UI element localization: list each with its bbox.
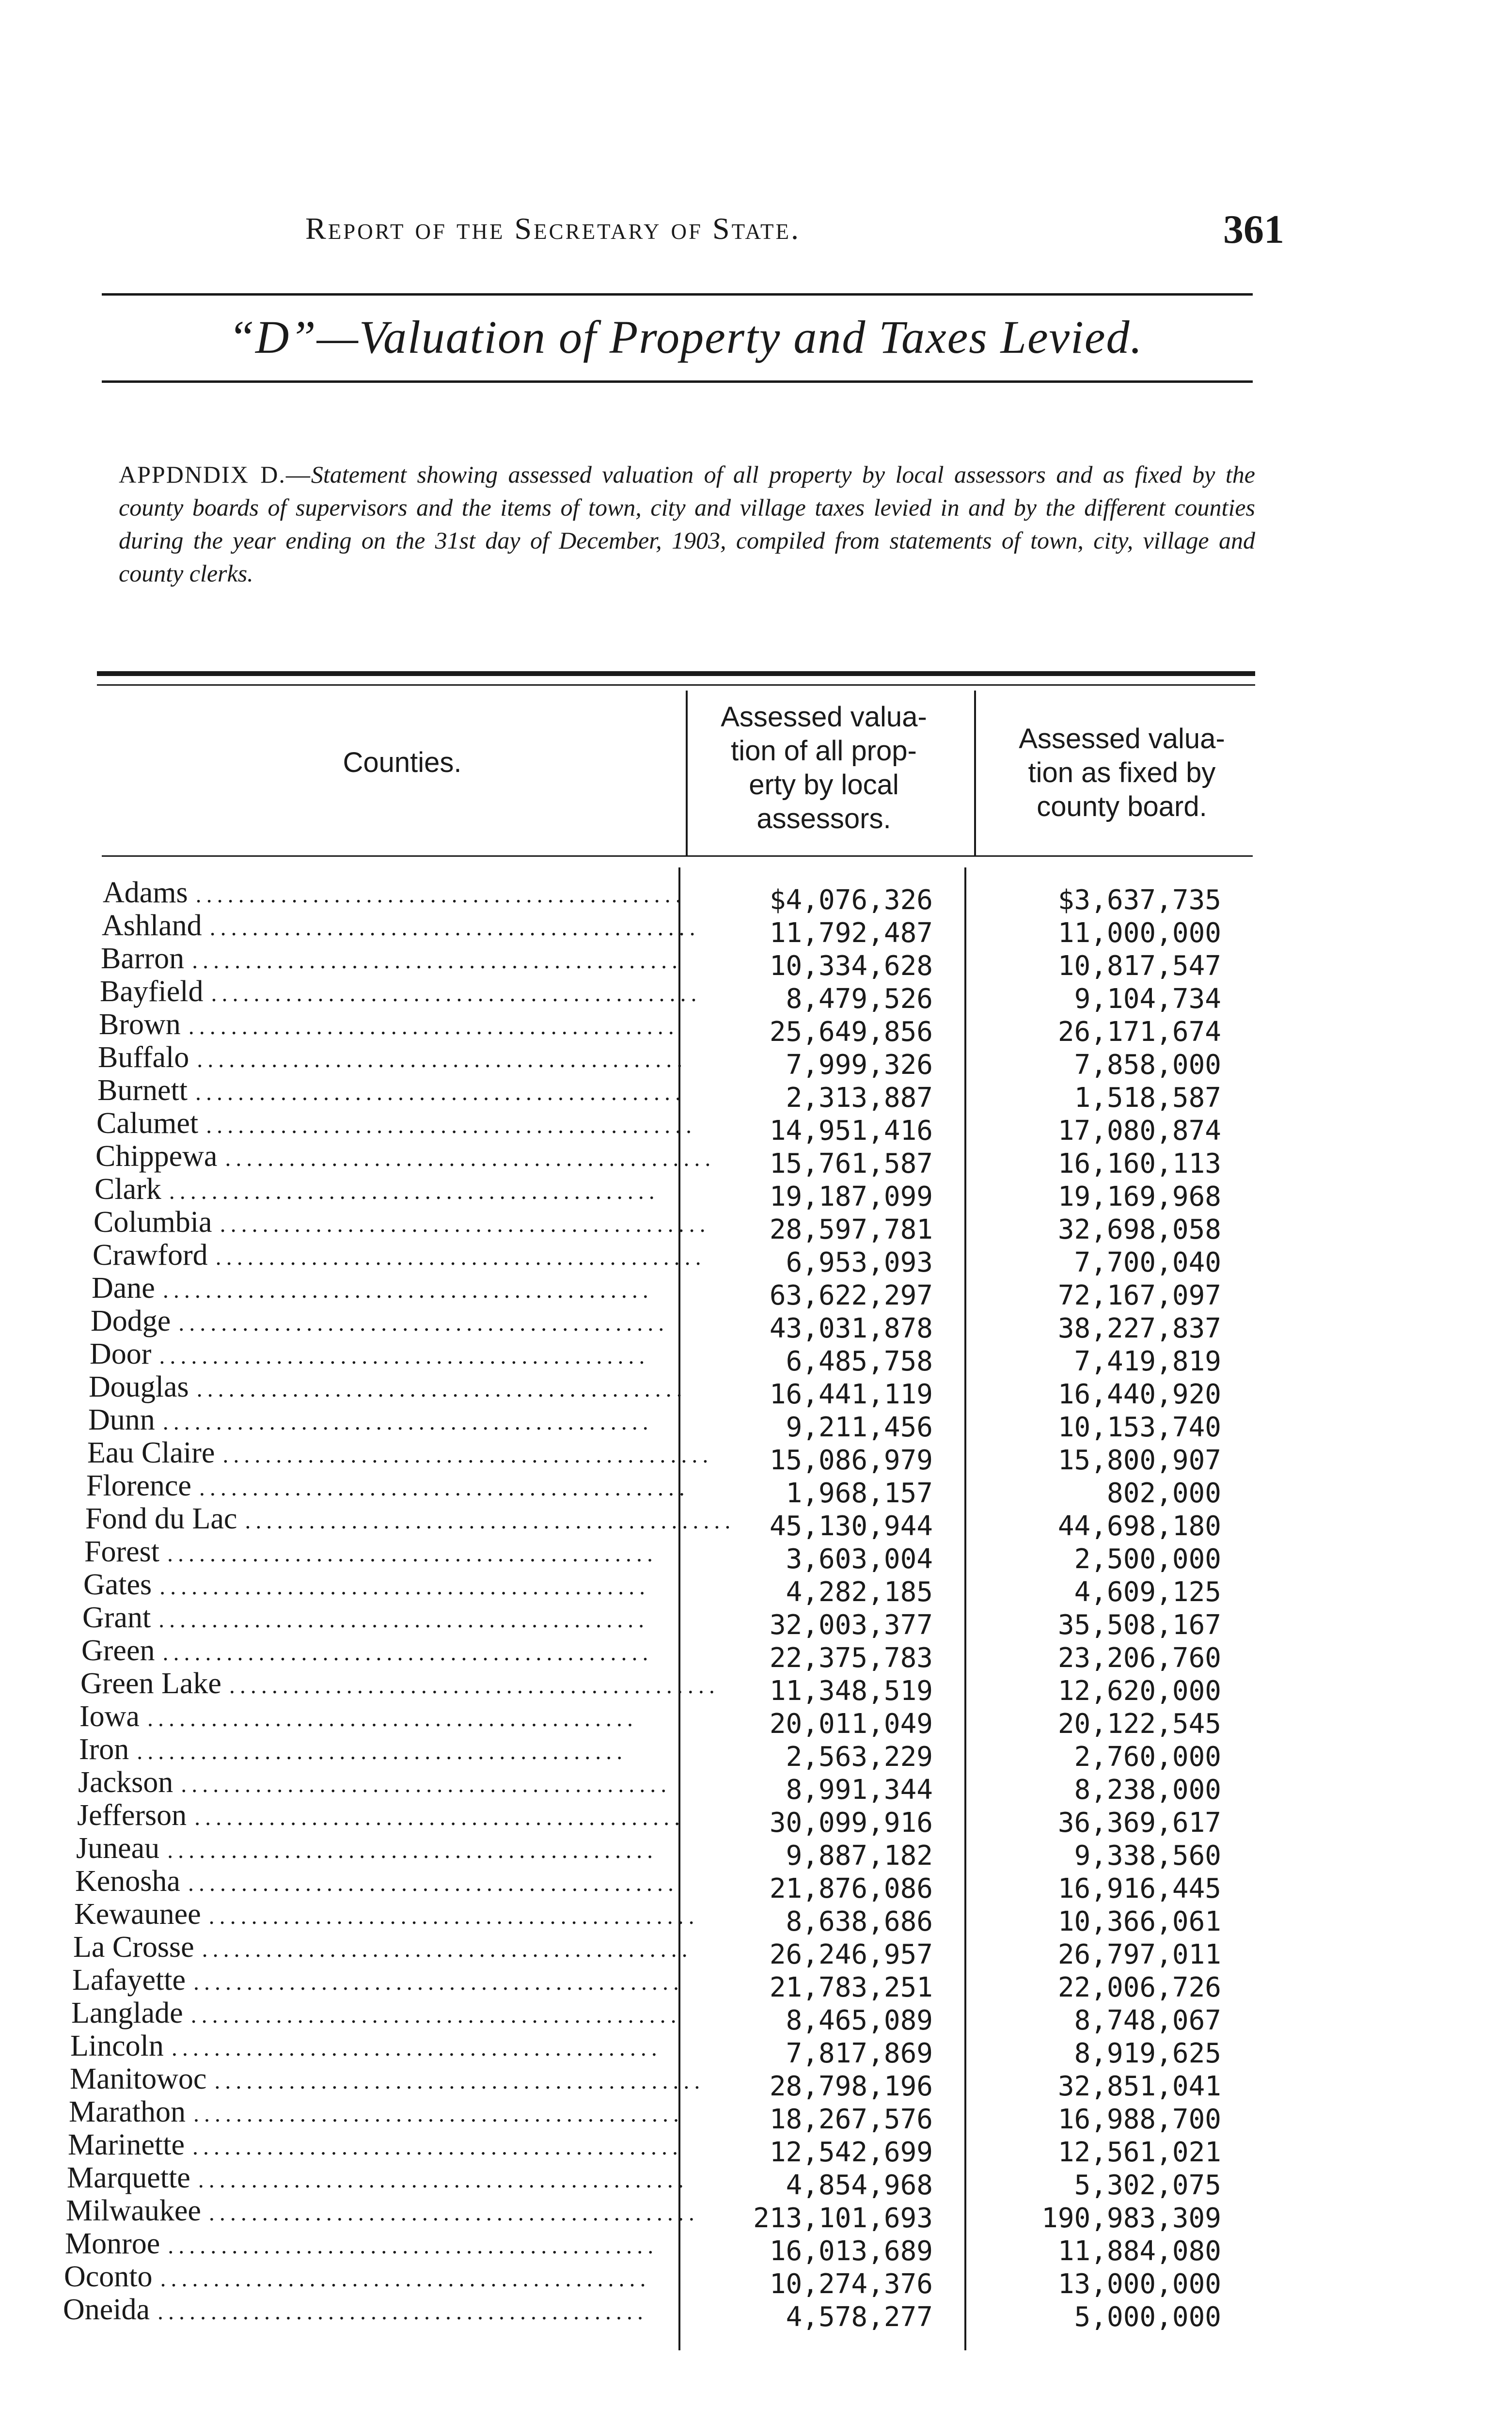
dot-leader: .............................................. [167, 1541, 658, 1567]
county-cell [82, 1601, 670, 1636]
assessed-by-assessors-cell: 15,086,979 [769, 1445, 933, 1476]
dot-leader: .............................................. [162, 1640, 653, 1666]
dot-leader: .............................................. [158, 2299, 648, 2325]
dot-leader: .............................................. [190, 2002, 681, 2028]
county-name: Juneau [76, 1832, 160, 1865]
table-row [0, 2030, 1512, 2069]
county-cell [102, 909, 700, 944]
assessed-by-assessors-cell: 43,031,878 [769, 1313, 933, 1344]
table-row [0, 1074, 1512, 1114]
county-name: Iowa [79, 1700, 140, 1733]
table-row [0, 1634, 1512, 1674]
assessed-by-assessors-cell: 12,542,699 [769, 2137, 933, 2168]
county-name: Jefferson [77, 1799, 187, 1832]
table-row [0, 2293, 1512, 2333]
fixed-by-county-board-cell: 802,000 [1106, 1478, 1221, 1509]
fixed-by-county-board-cell: 11,884,080 [1057, 2235, 1221, 2267]
county-cell [100, 975, 702, 1010]
assessed-by-assessors-cell: 7,817,869 [786, 2038, 933, 2069]
table-row [0, 876, 1512, 916]
table-row [0, 1601, 1512, 1641]
county-cell [94, 1206, 710, 1241]
assessed-by-assessors-cell: 2,313,887 [786, 1082, 933, 1114]
fixed-by-county-board-cell: 10,817,547 [1057, 950, 1221, 982]
county-cell [92, 1272, 673, 1307]
county-cell [101, 942, 683, 977]
table-row [0, 2194, 1512, 2234]
assessed-by-assessors-cell: 28,597,781 [769, 1214, 933, 1245]
table-row [0, 1370, 1512, 1410]
table-row [0, 1799, 1512, 1839]
table-row [0, 1535, 1512, 1575]
county-name: Jackson [78, 1766, 173, 1799]
county-name: Florence [86, 1469, 191, 1502]
county-name: Green Lake [80, 1667, 221, 1700]
assessed-by-assessors-cell: 8,638,686 [786, 1906, 933, 1937]
header-divider [974, 691, 976, 855]
assessed-by-assessors-cell: 18,267,576 [769, 2104, 933, 2135]
assessed-by-assessors-cell: 6,953,093 [786, 1247, 933, 1278]
county-name: Oneida [63, 2293, 150, 2326]
table-row [0, 1700, 1512, 1740]
table-row [0, 1733, 1512, 1773]
county-name: Milwaukee [66, 2194, 201, 2227]
dot-leader: .............................................. [196, 1376, 687, 1402]
assessed-by-assessors-cell: 30,099,916 [769, 1807, 933, 1839]
table-row [0, 1008, 1512, 1048]
assessed-by-assessors-cell: 14,951,416 [769, 1115, 933, 1147]
column-header-fixed-line: tion as fixed by [1028, 757, 1216, 788]
assessed-by-assessors-cell: 21,783,251 [769, 1972, 933, 2003]
assessed-by-assessors-cell: 19,187,099 [769, 1181, 933, 1212]
county-name: Brown [99, 1008, 181, 1041]
county-name: Iron [79, 1733, 129, 1766]
assessed-by-assessors-cell: 4,282,185 [786, 1576, 933, 1608]
county-cell [87, 1436, 713, 1472]
fixed-by-county-board-cell: 19,169,968 [1057, 1181, 1221, 1212]
fixed-by-county-board-cell: 32,698,058 [1057, 1214, 1221, 1245]
dot-leader: .............................................. [225, 1146, 716, 1171]
table-top-rule [97, 671, 1255, 676]
section-title: “D”—Valuation of Property and Taxes Levied. [228, 311, 1143, 363]
running-head: Report of the Secretary of State. [305, 211, 801, 246]
table-row [0, 1107, 1512, 1147]
header-divider [686, 691, 688, 855]
fixed-by-county-board-cell: 22,006,726 [1057, 1972, 1221, 2003]
dot-leader: .............................................. [158, 1607, 649, 1633]
appendix-statement: Statement showing assessed valuation of all property by local assessors and as fixed by the county boards of supervisors and the items of town, city and village taxes levied in and by the different counties during the year ending on the 31st day of December, 1903, compiled from statements of town, city, village and county clerks. [119, 461, 1255, 587]
table-row [0, 1964, 1512, 2003]
fixed-by-county-board-cell: 16,916,445 [1057, 1873, 1221, 1904]
county-cell [76, 1832, 668, 1867]
county-cell [64, 2260, 664, 2296]
dot-leader: .............................................. [199, 1475, 690, 1501]
fixed-by-county-board-cell: 5,000,000 [1074, 2301, 1221, 2333]
dot-leader: .............................................. [245, 1508, 736, 1534]
column-header-assessed-line: assessors. [756, 803, 891, 834]
appendix-intro [119, 458, 1255, 590]
assessed-by-assessors-cell: 20,011,049 [769, 1708, 933, 1740]
county-name: Kenosha [75, 1865, 180, 1898]
column-header-assessed-line: Assessed valua- [721, 701, 927, 733]
assessed-by-assessors-cell: 63,622,297 [769, 1280, 933, 1311]
dot-leader: .............................................. [202, 1936, 693, 1962]
county-cell [86, 1469, 690, 1505]
table-row [0, 1865, 1512, 1904]
dot-leader: .............................................. [147, 1706, 638, 1731]
fixed-by-county-board-cell: 12,620,000 [1057, 1675, 1221, 1707]
table-row [0, 1206, 1512, 1245]
dot-leader: .............................................. [222, 1442, 713, 1468]
table-row [0, 2128, 1512, 2168]
dot-leader: .............................................. [208, 1904, 699, 1929]
county-name: Monroe [65, 2227, 160, 2260]
county-name: Calumet [96, 1107, 199, 1140]
county-cell [81, 1634, 669, 1669]
county-cell [72, 1964, 684, 1999]
county-name: Buffalo [98, 1041, 189, 1074]
assessed-by-assessors-cell: 9,887,182 [786, 1840, 933, 1872]
dot-leader: .............................................. [198, 2167, 689, 2193]
county-cell [79, 1733, 668, 1768]
county-name: Marquette [67, 2161, 190, 2194]
county-cell [96, 1107, 697, 1142]
dot-leader: .............................................. [195, 882, 686, 908]
fixed-by-county-board-cell: 7,419,819 [1074, 1346, 1221, 1377]
fixed-by-county-board-cell: 8,919,625 [1074, 2038, 1221, 2069]
assessed-by-assessors-cell: 213,101,693 [753, 2203, 933, 2234]
assessed-by-assessors-cell: 8,991,344 [786, 1774, 933, 1806]
valuation-table-body [0, 876, 1512, 2333]
column-header-assessed-line: tion of all prop- [731, 735, 917, 767]
county-name: Barron [101, 942, 185, 975]
county-cell [94, 1173, 674, 1208]
table-row [0, 2227, 1512, 2267]
table-row [0, 942, 1512, 982]
fixed-by-county-board-cell: 72,167,097 [1057, 1280, 1221, 1311]
dot-leader: .............................................. [193, 1969, 684, 1995]
table-row [0, 1667, 1512, 1707]
table-top-rule-thin [97, 684, 1255, 686]
dot-leader: .............................................. [169, 1179, 660, 1204]
fixed-by-county-board-cell: 8,238,000 [1074, 1774, 1221, 1806]
table-row [0, 1173, 1512, 1212]
county-cell [89, 1370, 687, 1406]
assessed-by-assessors-cell: 8,479,526 [786, 983, 933, 1015]
fixed-by-county-board-cell: 2,500,000 [1074, 1543, 1221, 1575]
table-row [0, 1041, 1512, 1081]
county-cell [88, 1403, 671, 1439]
county-name: Eau Claire [87, 1436, 215, 1469]
column-header-assessed [693, 700, 955, 836]
assessed-by-assessors-cell: 16,013,689 [769, 2235, 933, 2267]
fixed-by-county-board-cell: 17,080,874 [1057, 1115, 1221, 1147]
dot-leader: .............................................. [208, 2200, 699, 2226]
table-row [0, 2260, 1512, 2300]
dot-leader: .............................................. [188, 1871, 678, 1896]
fixed-by-county-board-cell: 44,698,180 [1057, 1510, 1221, 1542]
county-name: Gates [83, 1568, 152, 1601]
county-name: Lafayette [72, 1964, 186, 1997]
county-cell [95, 1140, 716, 1175]
dot-leader: .............................................. [192, 948, 683, 974]
column-header-fixed [984, 722, 1260, 824]
column-header-assessed-line: erty by local [749, 769, 899, 801]
county-name: Bayfield [100, 975, 204, 1008]
dot-leader: .............................................. [160, 2266, 651, 2292]
dot-leader: .............................................. [229, 1673, 720, 1699]
county-cell [99, 1008, 679, 1043]
fixed-by-county-board-cell: 10,153,740 [1057, 1412, 1221, 1443]
column-header-counties: Counties. [343, 747, 462, 778]
column-header-fixed-line: county board. [1037, 791, 1207, 822]
county-cell [93, 1239, 706, 1274]
county-name: Manitowoc [70, 2062, 207, 2095]
table-row [0, 1931, 1512, 1970]
county-cell [97, 1074, 686, 1109]
assessed-by-assessors-cell: 45,130,944 [769, 1510, 933, 1542]
county-name: Fond du Lac [85, 1502, 237, 1535]
dot-leader: .............................................. [214, 2068, 705, 2094]
assessed-by-assessors-cell: 8,465,089 [786, 2005, 933, 2036]
county-cell [85, 1502, 736, 1538]
county-cell [68, 2128, 683, 2164]
county-name: Oconto [64, 2260, 153, 2293]
assessed-by-assessors-cell: 6,485,758 [786, 1346, 933, 1377]
assessed-by-assessors-cell: 2,563,229 [786, 1741, 933, 1773]
county-cell [80, 1667, 720, 1702]
county-name: Chippewa [95, 1140, 218, 1173]
county-name: Douglas [89, 1370, 189, 1403]
county-cell [69, 2095, 684, 2131]
fixed-by-county-board-cell: 12,561,021 [1057, 2137, 1221, 2168]
county-name: Dodge [91, 1305, 171, 1337]
county-cell [66, 2194, 699, 2230]
fixed-by-county-board-cell: 5,302,075 [1074, 2170, 1221, 2201]
assessed-by-assessors-cell: 10,274,376 [769, 2268, 933, 2300]
county-cell [74, 1898, 699, 1933]
table-row [0, 1766, 1512, 1806]
dot-leader: .............................................. [162, 1409, 653, 1435]
county-name: Dunn [88, 1403, 155, 1436]
table-row [0, 1568, 1512, 1608]
assessed-by-assessors-cell: 7,999,326 [786, 1049, 933, 1081]
county-name: Lincoln [70, 2030, 164, 2062]
assessed-by-assessors-cell: 9,211,456 [786, 1412, 933, 1443]
header-rule [102, 293, 1253, 296]
column-header-fixed-line: Assessed valua- [1019, 723, 1225, 755]
county-name: Kewaunee [74, 1898, 201, 1931]
county-name: Door [90, 1337, 152, 1370]
fixed-by-county-board-cell: 16,160,113 [1057, 1148, 1221, 1180]
dot-leader: .............................................. [171, 2035, 662, 2061]
table-row [0, 2161, 1512, 2201]
fixed-by-county-board-cell: 13,000,000 [1057, 2268, 1221, 2300]
appendix-label: APPDNDIX D.— [119, 461, 311, 488]
table-row [0, 1305, 1512, 1344]
assessed-by-assessors-cell: 25,649,856 [769, 1016, 933, 1048]
table-row [0, 975, 1512, 1015]
table-row [0, 2095, 1512, 2135]
table-row [0, 1997, 1512, 2036]
county-name: Green [81, 1634, 155, 1667]
county-name: Burnett [97, 1074, 188, 1107]
fixed-by-county-board-cell: 9,104,734 [1074, 983, 1221, 1015]
dot-leader: .............................................. [167, 1838, 658, 1863]
assessed-by-assessors-cell: 11,792,487 [769, 917, 933, 949]
fixed-by-county-board-cell: 16,988,700 [1057, 2104, 1221, 2135]
dot-leader: .............................................. [137, 1739, 628, 1764]
dot-leader: .............................................. [194, 1805, 685, 1830]
fixed-by-county-board-cell: 32,851,041 [1057, 2071, 1221, 2102]
county-cell [90, 1337, 672, 1373]
table-row [0, 1469, 1512, 1509]
county-name: Marinette [68, 2128, 185, 2161]
county-name: Columbia [94, 1206, 212, 1239]
assessed-by-assessors-cell: 1,968,157 [786, 1478, 933, 1509]
fixed-by-county-board-cell: 16,440,920 [1057, 1379, 1221, 1410]
table-row [0, 1239, 1512, 1278]
dot-leader: .............................................. [168, 2233, 659, 2259]
dot-leader: .............................................. [206, 1113, 697, 1138]
county-cell [79, 1700, 669, 1735]
assessed-by-assessors-cell: 28,798,196 [769, 2071, 933, 2102]
county-cell [63, 2293, 663, 2329]
table-row [0, 1337, 1512, 1377]
table-row [0, 1403, 1512, 1443]
assessed-by-assessors-cell: 10,334,628 [769, 950, 933, 982]
assessed-by-assessors-cell: 21,876,086 [769, 1873, 933, 1904]
title-rule [102, 380, 1253, 383]
dot-leader: .............................................. [211, 981, 702, 1007]
table-row [0, 1898, 1512, 1937]
dot-leader: .............................................. [159, 1343, 650, 1369]
assessed-by-assessors-cell: $4,076,326 [769, 884, 933, 916]
fixed-by-county-board-cell: 26,171,674 [1057, 1016, 1221, 1048]
fixed-by-county-board-cell: 26,797,011 [1057, 1939, 1221, 1970]
assessed-by-assessors-cell: 22,375,783 [769, 1642, 933, 1674]
assessed-by-assessors-cell: 16,441,119 [769, 1379, 933, 1410]
county-name: Langlade [71, 1997, 183, 2030]
dot-leader: .............................................. [197, 1047, 688, 1072]
county-cell [75, 1865, 678, 1900]
table-row [0, 1832, 1512, 1872]
dot-leader: .............................................. [181, 1772, 672, 1797]
fixed-by-county-board-cell: 7,858,000 [1074, 1049, 1221, 1081]
county-name: Grant [82, 1601, 151, 1634]
fixed-by-county-board-cell: 23,206,760 [1057, 1642, 1221, 1674]
table-row [0, 1436, 1512, 1476]
fixed-by-county-board-cell: 36,369,617 [1057, 1807, 1221, 1839]
dot-leader: .............................................. [209, 915, 700, 941]
dot-leader: .............................................. [215, 1244, 706, 1270]
fixed-by-county-board-cell: 2,760,000 [1074, 1741, 1221, 1773]
table-row [0, 2062, 1512, 2102]
county-name: Adams [103, 876, 188, 909]
dot-leader: .............................................. [162, 1277, 653, 1303]
county-cell [83, 1568, 670, 1604]
dot-leader: .............................................. [159, 1574, 650, 1600]
county-name: Dane [92, 1272, 155, 1305]
dot-leader: .............................................. [178, 1310, 669, 1336]
table-row [0, 1502, 1512, 1542]
assessed-by-assessors-cell: 26,246,957 [769, 1939, 933, 1970]
assessed-by-assessors-cell: 3,603,004 [786, 1543, 933, 1575]
dot-leader: .............................................. [193, 2101, 684, 2127]
assessed-by-assessors-cell: 11,348,519 [769, 1675, 933, 1707]
fixed-by-county-board-cell: 11,000,000 [1057, 917, 1221, 949]
table-row [0, 1272, 1512, 1311]
fixed-by-county-board-cell: 4,609,125 [1074, 1576, 1221, 1608]
county-cell [98, 1041, 688, 1076]
county-cell [78, 1766, 672, 1801]
dot-leader: .............................................. [220, 1212, 710, 1237]
fixed-by-county-board-cell: 38,227,837 [1057, 1313, 1221, 1344]
header-bottom-rule [102, 855, 1253, 857]
county-cell [91, 1305, 672, 1340]
assessed-by-assessors-cell: 4,578,277 [786, 2301, 933, 2333]
county-cell [73, 1931, 693, 1966]
county-cell [70, 2062, 705, 2098]
fixed-by-county-board-cell: 20,122,545 [1057, 1708, 1221, 1740]
table-row [0, 909, 1512, 949]
county-cell [84, 1535, 670, 1571]
county-cell [70, 2030, 666, 2065]
county-cell [77, 1799, 685, 1834]
fixed-by-county-board-cell: $3,637,735 [1057, 884, 1221, 916]
fixed-by-county-board-cell: 9,338,560 [1074, 1840, 1221, 1872]
county-name: Crawford [93, 1239, 208, 1272]
county-cell [67, 2161, 689, 2197]
fixed-by-county-board-cell: 7,700,040 [1074, 1247, 1221, 1278]
dot-leader: .............................................. [192, 2134, 683, 2160]
county-name: Clark [94, 1173, 161, 1206]
fixed-by-county-board-cell: 10,366,061 [1057, 1906, 1221, 1937]
fixed-by-county-board-cell: 8,748,067 [1074, 2005, 1221, 2036]
county-name: Forest [84, 1535, 159, 1568]
county-name: Marathon [69, 2095, 186, 2128]
assessed-by-assessors-cell: 15,761,587 [769, 1148, 933, 1180]
county-name: Ashland [102, 909, 202, 942]
fixed-by-county-board-cell: 15,800,907 [1057, 1445, 1221, 1476]
fixed-by-county-board-cell: 1,518,587 [1074, 1082, 1221, 1114]
county-cell [65, 2227, 664, 2263]
table-row [0, 1140, 1512, 1180]
assessed-by-assessors-cell: 32,003,377 [769, 1609, 933, 1641]
page-number: 361 [1223, 207, 1284, 252]
dot-leader: .............................................. [195, 1080, 686, 1105]
county-name: La Crosse [73, 1931, 194, 1964]
county-cell [103, 876, 686, 912]
assessed-by-assessors-cell: 4,854,968 [786, 2170, 933, 2201]
dot-leader: .............................................. [188, 1014, 679, 1039]
county-cell [71, 1997, 681, 2032]
fixed-by-county-board-cell: 35,508,167 [1057, 1609, 1221, 1641]
fixed-by-county-board-cell: 190,983,309 [1041, 2203, 1221, 2234]
